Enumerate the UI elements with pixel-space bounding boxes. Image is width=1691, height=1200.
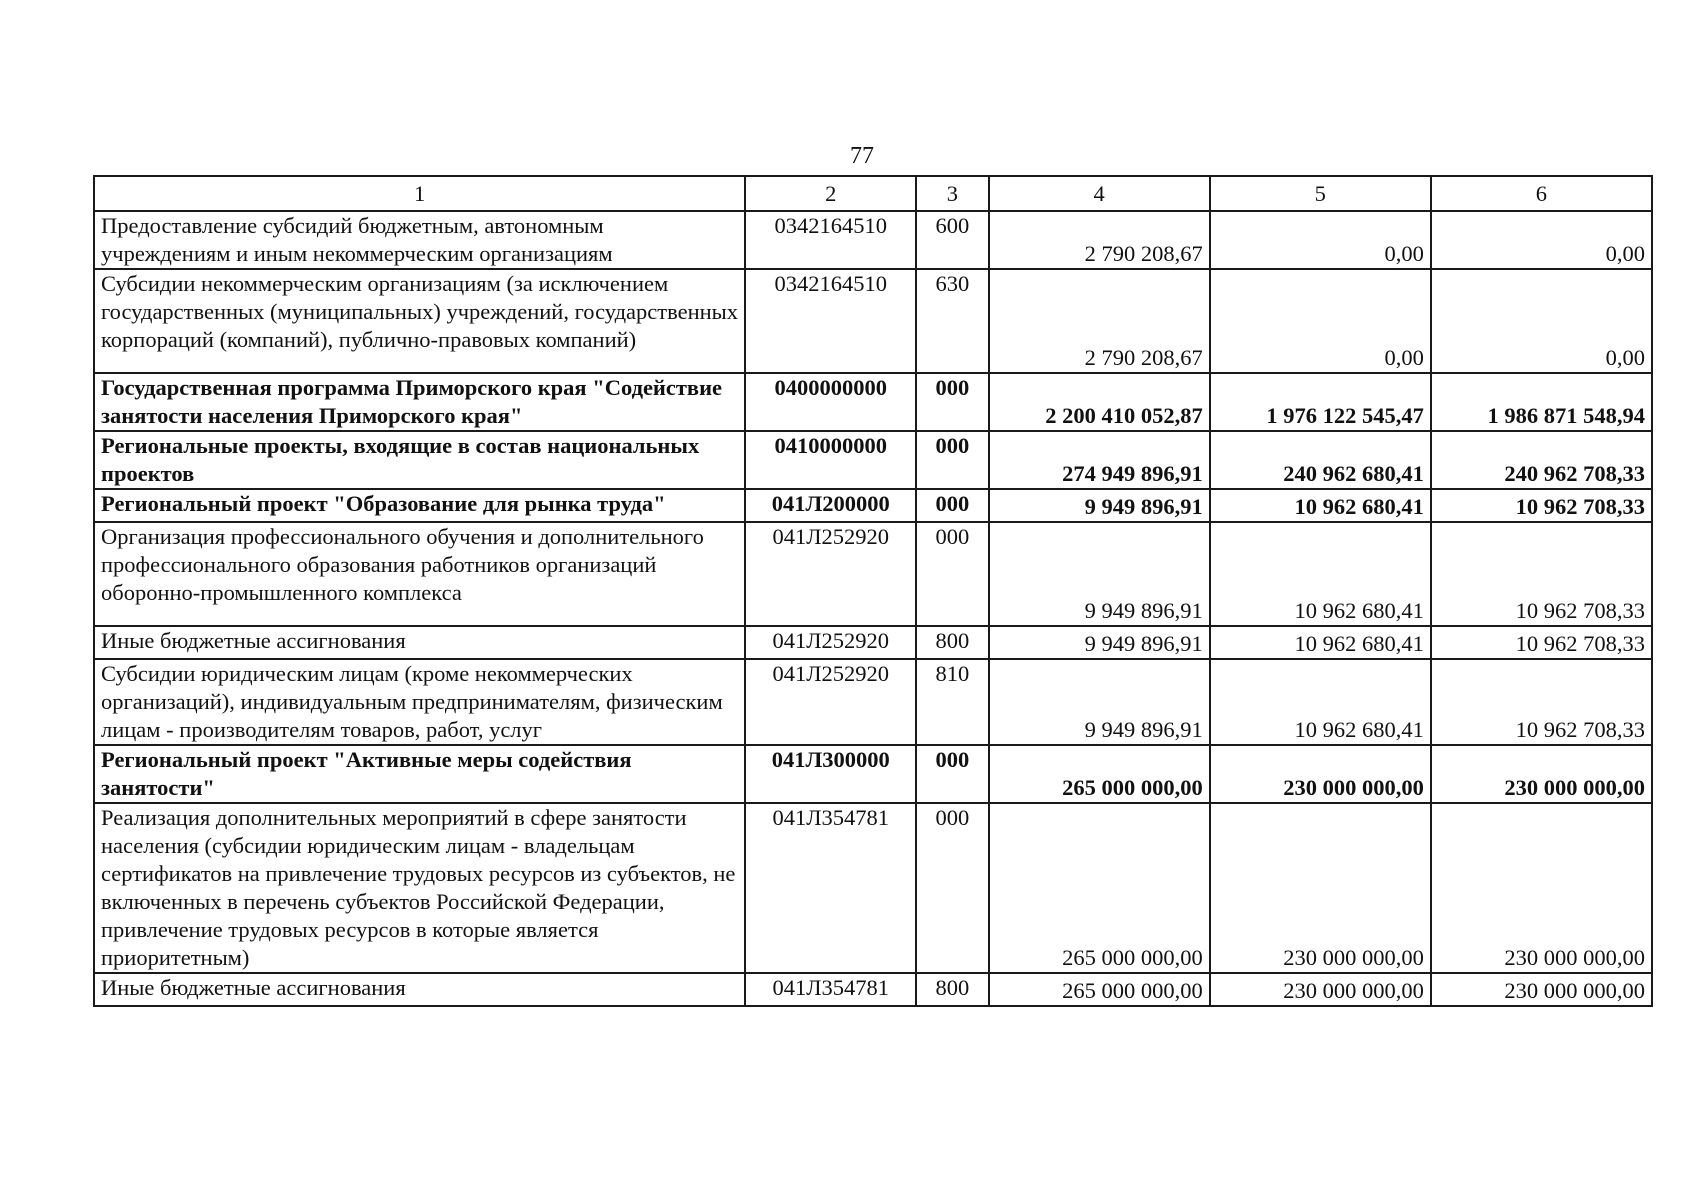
row-value-col6: 0,00 (1431, 269, 1652, 373)
row-value-col6: 10 962 708,33 (1431, 522, 1652, 626)
row-value-col6: 10 962 708,33 (1431, 626, 1652, 659)
table-row (94, 211, 1652, 269)
column-header-3: 3 (916, 176, 988, 211)
row-code: 041Л354781 (745, 973, 916, 1006)
column-header-5: 5 (1210, 176, 1431, 211)
row-value-col4: 9 949 896,91 (989, 659, 1210, 745)
row-value-col5: 230 000 000,00 (1210, 745, 1431, 803)
row-value-col4: 2 790 208,67 (989, 269, 1210, 373)
row-type-code: 000 (916, 373, 988, 431)
row-name: Субсидии юридическим лицам (кроме некоммерческих организаций), индивидуальным предпринимателям, физическим лицам - производителям товаров, работ, услуг (94, 659, 745, 745)
row-name: Субсидии некоммерческим организациям (за исключением государственных (муниципальных) учреждений, государственных корпораций (компаний), публично-правовых компаний) (94, 269, 745, 373)
table-row (94, 269, 1652, 373)
row-value-col6: 230 000 000,00 (1431, 745, 1652, 803)
row-value-col5: 240 962 680,41 (1210, 431, 1431, 489)
row-code: 041Л300000 (745, 745, 916, 803)
table-header-row (94, 176, 1652, 211)
row-value-col6: 0,00 (1431, 211, 1652, 269)
row-value-col5: 10 962 680,41 (1210, 522, 1431, 626)
row-code: 0400000000 (745, 373, 916, 431)
row-code: 041Л354781 (745, 803, 916, 973)
row-value-col4: 2 790 208,67 (989, 211, 1210, 269)
row-value-col5: 230 000 000,00 (1210, 973, 1431, 1006)
row-value-col6: 230 000 000,00 (1431, 973, 1652, 1006)
row-code: 0342164510 (745, 211, 916, 269)
row-name: Организация профессионального обучения и дополнительного профессионального образования работников организаций оборонно-промышленного комплекса (94, 522, 745, 626)
row-value-col5: 230 000 000,00 (1210, 803, 1431, 973)
row-value-col6: 10 962 708,33 (1431, 659, 1652, 745)
row-value-col4: 265 000 000,00 (989, 803, 1210, 973)
budget-table (93, 175, 1653, 1007)
row-name: Реализация дополнительных мероприятий в сфере занятости населения (субсидии юридическим лицам - владельцам сертификатов на привлечение трудовых ресурсов из субъектов, не включенных в перечень субъектов Российской Федерации, привлечение трудовых ресурсов в которые является приоритетным) (94, 803, 745, 973)
table-row (94, 489, 1652, 522)
row-type-code: 810 (916, 659, 988, 745)
table-row (94, 522, 1652, 626)
row-value-col4: 265 000 000,00 (989, 745, 1210, 803)
table-row (94, 373, 1652, 431)
column-header-6: 6 (1431, 176, 1652, 211)
row-value-col6: 1 986 871 548,94 (1431, 373, 1652, 431)
row-value-col4: 274 949 896,91 (989, 431, 1210, 489)
row-value-col6: 10 962 708,33 (1431, 489, 1652, 522)
table-row (94, 745, 1652, 803)
row-value-col5: 0,00 (1210, 269, 1431, 373)
table-row (94, 973, 1652, 1006)
row-name: Государственная программа Приморского края "Содействие занятости населения Приморского края" (94, 373, 745, 431)
row-value-col5: 1 976 122 545,47 (1210, 373, 1431, 431)
row-value-col4: 265 000 000,00 (989, 973, 1210, 1006)
column-header-4: 4 (989, 176, 1210, 211)
row-value-col5: 0,00 (1210, 211, 1431, 269)
row-type-code: 800 (916, 973, 988, 1006)
row-code: 041Л252920 (745, 626, 916, 659)
row-name: Региональные проекты, входящие в состав национальных проектов (94, 431, 745, 489)
row-name: Региональный проект "Активные меры содействия занятости" (94, 745, 745, 803)
row-code: 041Л252920 (745, 522, 916, 626)
row-type-code: 000 (916, 803, 988, 973)
row-value-col6: 240 962 708,33 (1431, 431, 1652, 489)
page-number: 77 (850, 143, 874, 169)
row-code: 041Л200000 (745, 489, 916, 522)
row-type-code: 800 (916, 626, 988, 659)
table-row (94, 803, 1652, 973)
row-value-col4: 9 949 896,91 (989, 489, 1210, 522)
table-row (94, 659, 1652, 745)
row-value-col4: 2 200 410 052,87 (989, 373, 1210, 431)
row-type-code: 630 (916, 269, 988, 373)
row-code: 0410000000 (745, 431, 916, 489)
row-name: Региональный проект "Образование для рынка труда" (94, 489, 745, 522)
row-value-col5: 10 962 680,41 (1210, 489, 1431, 522)
row-name: Иные бюджетные ассигнования (94, 626, 745, 659)
column-header-1: 1 (94, 176, 745, 211)
column-header-2: 2 (745, 176, 916, 211)
row-name: Предоставление субсидий бюджетным, автономным учреждениям и иным некоммерческим организациям (94, 211, 745, 269)
row-type-code: 000 (916, 489, 988, 522)
row-type-code: 000 (916, 431, 988, 489)
row-code: 041Л252920 (745, 659, 916, 745)
row-value-col5: 10 962 680,41 (1210, 626, 1431, 659)
row-value-col4: 9 949 896,91 (989, 522, 1210, 626)
row-type-code: 000 (916, 745, 988, 803)
row-name: Иные бюджетные ассигнования (94, 973, 745, 1006)
row-value-col5: 10 962 680,41 (1210, 659, 1431, 745)
row-type-code: 600 (916, 211, 988, 269)
row-type-code: 000 (916, 522, 988, 626)
table-row (94, 626, 1652, 659)
table-row (94, 431, 1652, 489)
row-code: 0342164510 (745, 269, 916, 373)
row-value-col6: 230 000 000,00 (1431, 803, 1652, 973)
row-value-col4: 9 949 896,91 (989, 626, 1210, 659)
